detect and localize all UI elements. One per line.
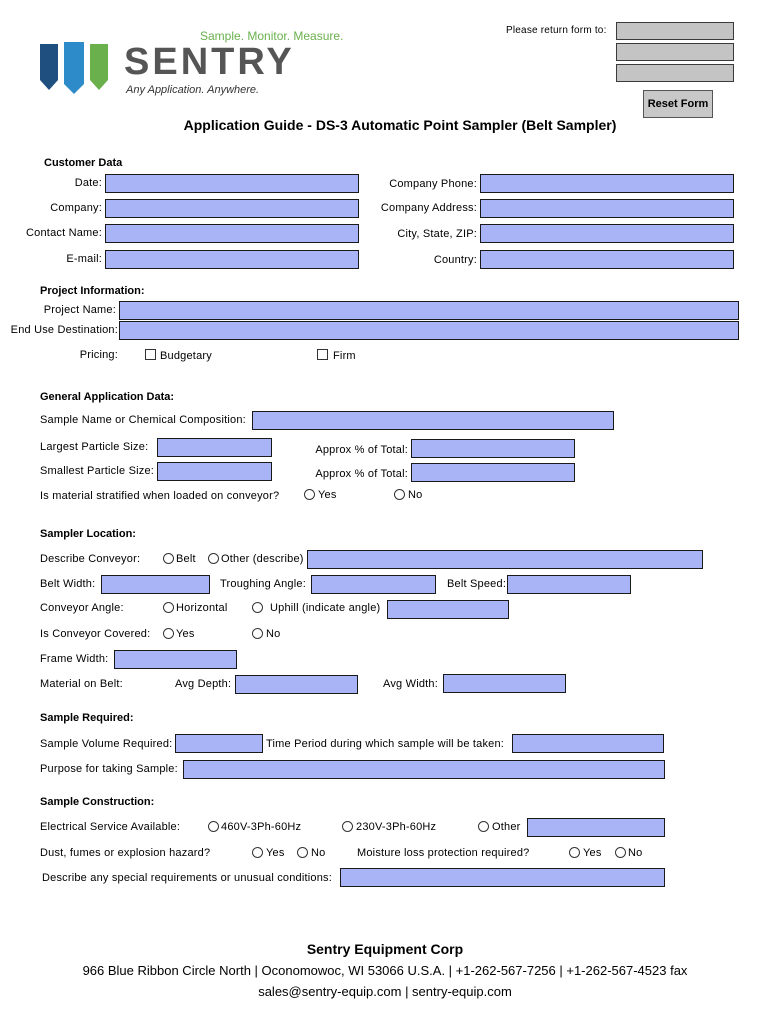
smallest-particle-label: Smallest Particle Size: (40, 465, 155, 477)
special-requirements-field[interactable] (340, 868, 665, 887)
belt-width-field[interactable] (101, 575, 210, 594)
frame-width-label: Frame Width: (40, 653, 109, 665)
belt-width-label: Belt Width: (40, 578, 96, 590)
uphill-label: Uphill (indicate angle) (270, 602, 381, 614)
460v-radio[interactable] (208, 821, 219, 832)
troughing-angle-label: Troughing Angle: (220, 578, 306, 590)
shield-logo-icon (38, 40, 112, 96)
approx-total-field-1[interactable] (411, 439, 575, 458)
conveyor-angle-label: Conveyor Angle: (40, 602, 124, 614)
company-phone-field[interactable] (480, 174, 734, 193)
conveyor-covered-label: Is Conveyor Covered: (40, 628, 151, 640)
company-field[interactable] (105, 199, 359, 218)
moisture-no-label: No (628, 847, 643, 859)
sample-name-field[interactable] (252, 411, 614, 430)
horizontal-label: Horizontal (176, 602, 228, 614)
covered-yes-label: Yes (176, 628, 195, 640)
covered-no-label: No (266, 628, 281, 640)
firm-label: Firm (333, 350, 356, 362)
other-describe-field[interactable] (307, 550, 703, 569)
dust-yes-label: Yes (266, 847, 285, 859)
largest-particle-field[interactable] (157, 438, 272, 457)
moisture-protection-label: Moisture loss protection required? (357, 847, 530, 859)
stratified-yes-radio[interactable] (304, 489, 315, 500)
budgetary-label: Budgetary (160, 350, 212, 362)
date-label: Date: (74, 177, 102, 189)
approx-total-label-2: Approx % of Total: (315, 468, 408, 480)
return-address-field-3[interactable] (616, 64, 734, 82)
approx-total-label-1: Approx % of Total: (315, 444, 408, 456)
stratified-no-label: No (408, 489, 423, 501)
firm-checkbox[interactable] (317, 349, 328, 360)
material-on-belt-label: Material on Belt: (40, 678, 123, 690)
electrical-service-label: Electrical Service Available: (40, 821, 181, 833)
company-address-label: Company Address: (380, 202, 477, 214)
country-label: Country: (433, 254, 477, 266)
reset-form-button[interactable]: Reset Form (643, 90, 713, 118)
belt-radio[interactable] (163, 553, 174, 564)
dust-hazard-label: Dust, fumes or explosion hazard? (40, 847, 211, 859)
time-period-field[interactable] (512, 734, 664, 753)
belt-speed-field[interactable] (507, 575, 631, 594)
sample-name-label: Sample Name or Chemical Composition: (40, 414, 246, 426)
moisture-yes-label: Yes (583, 847, 602, 859)
avg-depth-label: Avg Depth: (175, 678, 232, 690)
stratified-no-radio[interactable] (394, 489, 405, 500)
frame-width-field[interactable] (114, 650, 237, 669)
purpose-field[interactable] (183, 760, 665, 779)
company-phone-label: Company Phone: (389, 178, 477, 190)
company-address-field[interactable] (480, 199, 734, 218)
troughing-angle-field[interactable] (311, 575, 436, 594)
contact-name-field[interactable] (105, 224, 359, 243)
sample-volume-label: Sample Volume Required: (40, 738, 173, 750)
special-requirements-label: Describe any special requirements or unusual conditions: (42, 872, 333, 884)
contact-name-label: Contact Name: (26, 227, 102, 239)
horizontal-radio[interactable] (163, 602, 174, 613)
sentry-logo (38, 40, 112, 96)
email-label: E-mail: (66, 253, 102, 265)
construction-heading: Sample Construction: (40, 796, 155, 808)
460v-label: 460V-3Ph-60Hz (221, 821, 302, 833)
required-heading: Sample Required: (40, 712, 134, 724)
other-describe-radio[interactable] (208, 553, 219, 564)
budgetary-checkbox[interactable] (145, 349, 156, 360)
brand-tagline: Sample. Monitor. Measure. (200, 29, 344, 43)
covered-no-radio[interactable] (252, 628, 263, 639)
company-label: Company: (50, 202, 102, 214)
project-heading: Project Information: (40, 285, 145, 297)
stratified-label: Is material stratified when loaded on conveyor? (40, 490, 280, 502)
country-field[interactable] (480, 250, 734, 269)
covered-yes-radio[interactable] (163, 628, 174, 639)
date-field[interactable] (105, 174, 359, 193)
largest-particle-label: Largest Particle Size: (40, 441, 149, 453)
page-title: Application Guide - DS-3 Automatic Point Sampler (Belt Sampler) (183, 117, 617, 133)
end-use-destination-field[interactable] (119, 321, 739, 340)
sample-volume-field[interactable] (175, 734, 263, 753)
location-heading: Sampler Location: (40, 528, 136, 540)
customer-heading: Customer Data (44, 157, 123, 169)
brand-slogan: Any Application. Anywhere. (126, 84, 260, 96)
footer-contact: sales@sentry-equip.com | sentry-equip.com (258, 984, 512, 999)
moisture-no-radio[interactable] (615, 847, 626, 858)
project-name-field[interactable] (119, 301, 739, 320)
approx-total-field-2[interactable] (411, 463, 575, 482)
brand-name: SENTRY (124, 41, 295, 83)
moisture-yes-radio[interactable] (569, 847, 580, 858)
end-use-destination-label: End Use Destination: (10, 324, 118, 336)
uphill-radio[interactable] (252, 602, 263, 613)
belt-label: Belt (176, 553, 196, 565)
avg-width-label: Avg Width: (383, 678, 438, 690)
project-name-label: Project Name: (43, 304, 116, 316)
return-form-label: Please return form to: (506, 25, 607, 36)
other-voltage-label: Other (492, 821, 521, 833)
avg-depth-field[interactable] (235, 675, 358, 694)
other-describe-label: Other (describe) (221, 553, 304, 565)
footer-address: 966 Blue Ribbon Circle North | Oconomowoc, WI 53066 U.S.A. | +1-262-567-7256 | +1-262-567-4523 fax (82, 963, 688, 978)
dust-yes-radio[interactable] (252, 847, 263, 858)
other-voltage-field[interactable] (527, 818, 665, 837)
stratified-yes-label: Yes (318, 489, 337, 501)
230v-radio[interactable] (342, 821, 353, 832)
dust-no-label: No (311, 847, 326, 859)
return-address-field-2[interactable] (616, 43, 734, 61)
email-field[interactable] (105, 250, 359, 269)
city-state-zip-field[interactable] (480, 224, 734, 243)
return-address-field-1[interactable] (616, 22, 734, 40)
city-state-zip-label: City, State, ZIP: (397, 228, 477, 240)
uphill-angle-field[interactable] (387, 600, 509, 619)
footer-company: Sentry Equipment Corp (306, 941, 464, 957)
230v-label: 230V-3Ph-60Hz (356, 821, 437, 833)
describe-conveyor-label: Describe Conveyor: (40, 553, 141, 565)
avg-width-field[interactable] (443, 674, 566, 693)
belt-speed-label: Belt Speed: (447, 578, 507, 590)
general-heading: General Application Data: (40, 391, 175, 403)
time-period-label: Time Period during which sample will be taken: (266, 738, 505, 750)
smallest-particle-field[interactable] (157, 462, 272, 481)
dust-no-radio[interactable] (297, 847, 308, 858)
purpose-label: Purpose for taking Sample: (40, 763, 178, 775)
other-voltage-radio[interactable] (478, 821, 489, 832)
pricing-label: Pricing: (79, 349, 118, 361)
